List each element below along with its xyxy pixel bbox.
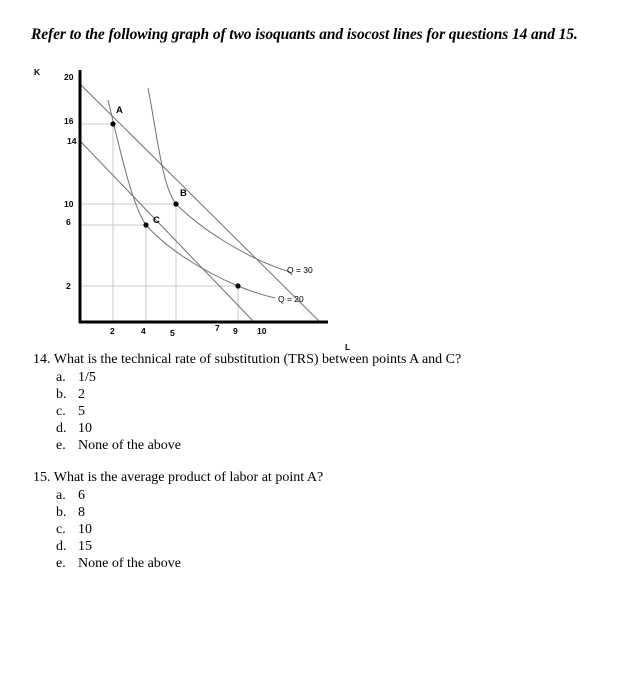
option-letter: a. bbox=[56, 370, 66, 385]
question-14-option-c bbox=[56, 404, 85, 420]
x-axis-label: L bbox=[345, 342, 351, 352]
option-letter: a. bbox=[56, 488, 66, 503]
isoquant-q20-label: Q = 20 bbox=[278, 294, 304, 304]
option-text: 10 bbox=[78, 421, 92, 436]
point-b-dot bbox=[173, 201, 178, 206]
x-tick-label: 10 bbox=[257, 326, 267, 336]
option-text: 1/5 bbox=[78, 370, 96, 385]
question-14-option-b bbox=[56, 387, 85, 403]
option-letter: c. bbox=[56, 522, 66, 537]
y-tick-label: 6 bbox=[66, 217, 71, 227]
point-c-dot bbox=[143, 222, 148, 227]
option-letter: b. bbox=[56, 505, 67, 520]
question-15-option-d bbox=[56, 539, 92, 555]
option-letter: e. bbox=[56, 556, 66, 571]
isoquant-q30 bbox=[148, 88, 290, 272]
option-text: None of the above bbox=[78, 556, 182, 571]
question-14: 14. What is the technical rate of substitution (TRS) between points A and C? bbox=[33, 352, 462, 367]
point-d-dot bbox=[235, 283, 240, 288]
x-tick-label: 4 bbox=[141, 326, 146, 336]
x-tick-label: 5 bbox=[170, 328, 175, 338]
point-a-label: A bbox=[116, 105, 123, 116]
question-15-option-e bbox=[56, 556, 181, 572]
option-text: 8 bbox=[78, 505, 85, 520]
option-text: 10 bbox=[78, 522, 92, 537]
option-letter: d. bbox=[56, 539, 67, 554]
option-text: None of the above bbox=[78, 438, 182, 453]
question-15-option-c bbox=[56, 522, 92, 538]
isoquant-q20 bbox=[108, 100, 275, 298]
x-tick-label: 9 bbox=[233, 326, 238, 336]
question-15-option-a bbox=[56, 488, 85, 504]
option-letter: c. bbox=[56, 404, 66, 419]
isocost-line-lower bbox=[80, 141, 254, 322]
intro-text: Refer to the following graph of two isoquants and isocost lines for questions 14 and 15. bbox=[31, 26, 578, 43]
point-c-label: C bbox=[153, 215, 160, 226]
question-15-option-b bbox=[56, 505, 85, 521]
y-tick-label: 10 bbox=[64, 199, 74, 209]
y-tick-label: 14 bbox=[67, 136, 77, 146]
x-tick-label: 7 bbox=[215, 323, 220, 333]
option-text: 5 bbox=[78, 404, 85, 419]
option-letter: e. bbox=[56, 438, 66, 453]
point-b-label: B bbox=[180, 188, 187, 199]
y-tick-label: 20 bbox=[64, 72, 74, 82]
question-14-option-e bbox=[56, 438, 181, 454]
option-text: 6 bbox=[78, 488, 85, 503]
isoquant-q30-label: Q = 30 bbox=[287, 265, 313, 275]
question-14-option-d bbox=[56, 421, 92, 437]
option-letter: b. bbox=[56, 387, 67, 402]
x-tick-label: 2 bbox=[110, 326, 115, 336]
question-15: 15. What is the average product of labor at point A? bbox=[33, 470, 324, 485]
y-tick-label: 16 bbox=[64, 116, 74, 126]
question-14-option-a bbox=[56, 370, 96, 386]
y-axis-label: K bbox=[34, 67, 41, 77]
option-text: 15 bbox=[78, 539, 92, 554]
y-tick-label: 2 bbox=[66, 281, 71, 291]
option-text: 2 bbox=[78, 387, 85, 402]
point-a-dot bbox=[110, 121, 115, 126]
option-letter: d. bbox=[56, 421, 67, 436]
